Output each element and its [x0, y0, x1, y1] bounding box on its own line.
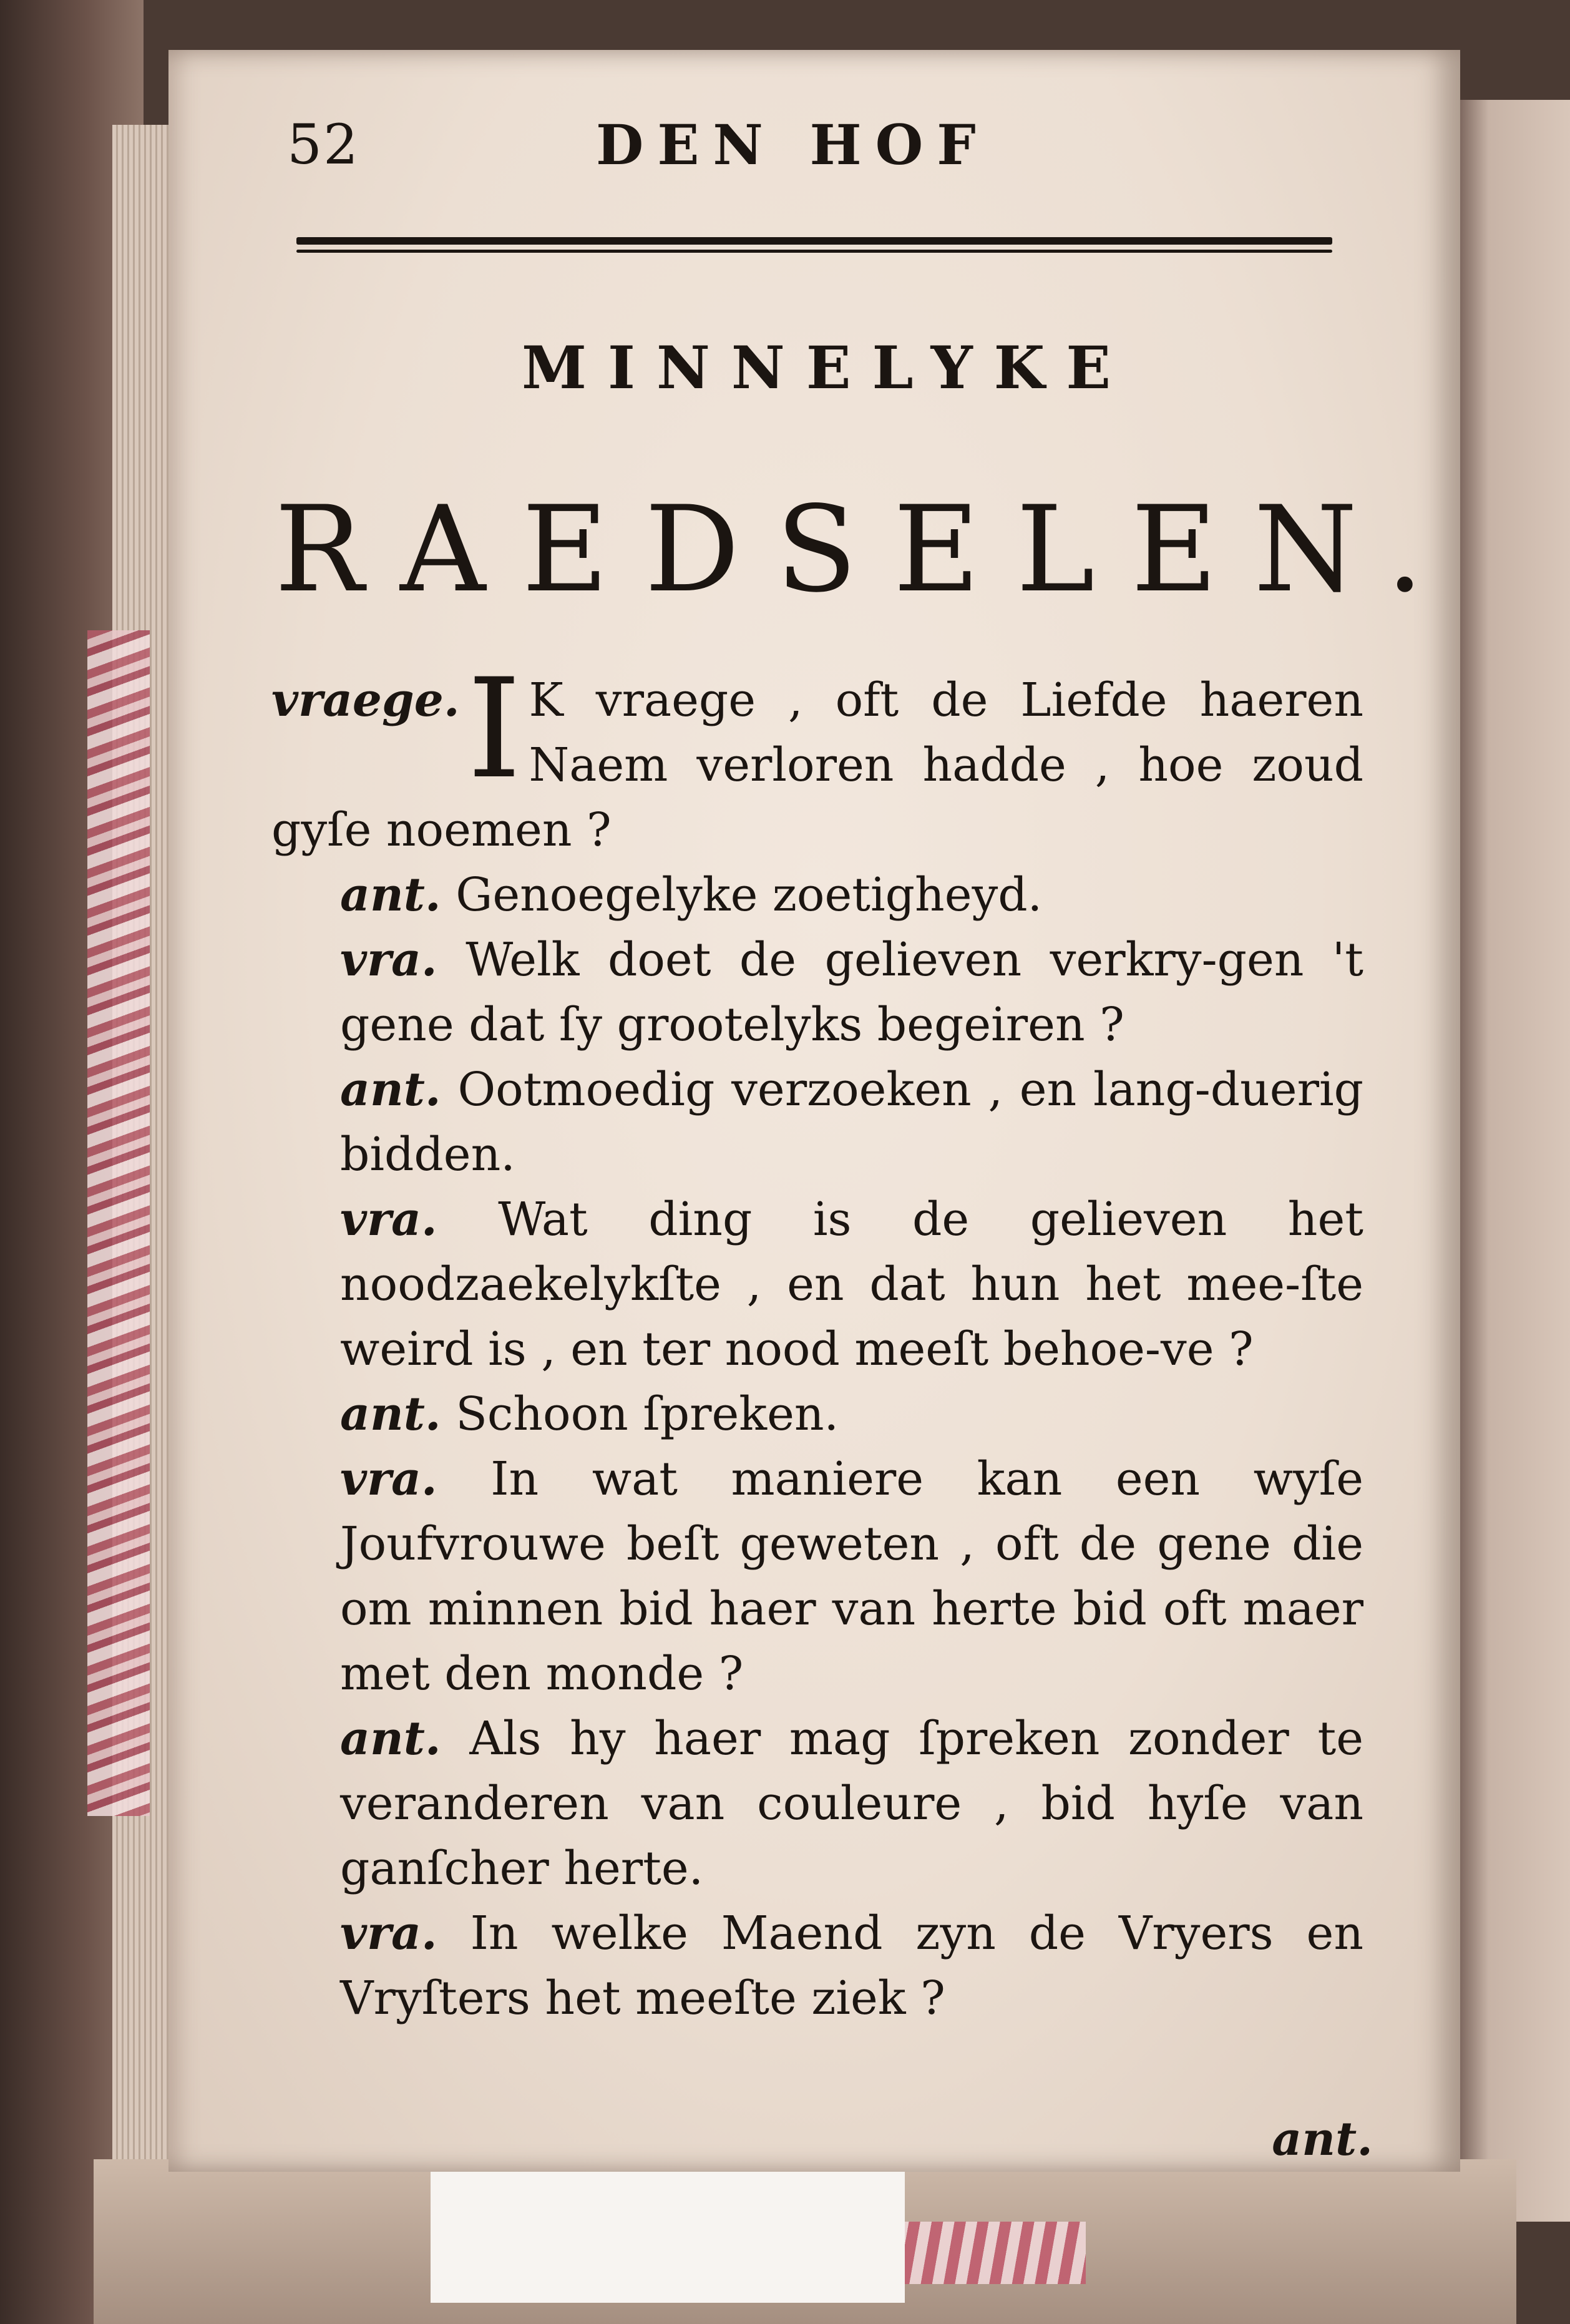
riddle-entry [271, 1447, 1363, 1706]
riddle-entry [271, 1057, 1363, 1187]
entry-text: K vraege , oft de Liefde haeren Naem verloren hadde , hoe zoud gyſe noemen ? [271, 673, 1363, 857]
riddle-entry [271, 1901, 1363, 2031]
riddle-entry [271, 862, 1363, 927]
facing-page-edge [1454, 100, 1570, 2222]
entry-label: ant. [340, 1712, 441, 1765]
entry-label: ant. [340, 1063, 441, 1116]
entry-text: In wat maniere kan een wyſe Joufvrouwe beſt geweten , oft de gene die om minnen bid haer van herte bid oft maer met den monde ? [340, 1452, 1363, 1701]
marbled-fore-edge [87, 630, 150, 1816]
riddle-entry [271, 649, 1363, 862]
entry-label: vra. [340, 1907, 437, 1960]
entry-text: Schoon ſpreken. [456, 1387, 839, 1441]
catchword: ant. [1272, 2112, 1373, 2166]
redaction-patch [431, 2159, 905, 2303]
book-page [168, 50, 1460, 2172]
entry-label: ant. [340, 1387, 441, 1441]
section-title-large: RAEDSELEN. [275, 481, 1460, 618]
entry-text: Welk doet de gelieven verkry-gen 't gene dat ſy grootelyks begeiren ? [340, 933, 1363, 1052]
page-header [287, 106, 1360, 200]
marbled-bottom-edge [886, 2222, 1086, 2284]
running-title: DEN HOF [596, 112, 990, 177]
entry-text: Als hy haer mag ſpreken zonder te veranderen van couleure , bid hyſe van ganſcher herte. [340, 1712, 1363, 1895]
riddle-entry [271, 1706, 1363, 1901]
entry-text: Ootmoedig verzoeken , en lang-duerig bidden. [340, 1063, 1363, 1181]
drop-cap: I [467, 649, 522, 809]
header-rule-thin [296, 250, 1332, 253]
entry-label: vra. [340, 1193, 437, 1246]
riddle-entry [271, 1187, 1363, 1382]
entry-text: Genoegelyke zoetigheyd. [456, 868, 1043, 922]
section-title-small: MINNELYKE [521, 334, 1133, 403]
entry-text: Wat ding is de gelieven het noodzaekelykſte , en dat hun het mee-ſte weird is , en ter nood meeſt behoe-ve ? [340, 1193, 1363, 1376]
page-number: 52 [287, 112, 359, 177]
entry-label: ant. [340, 868, 441, 922]
entry-label: vra. [340, 933, 437, 987]
entry-label: vraege. [271, 673, 460, 727]
entry-text: In welke Maend zyn de Vryers en Vryſters het meeſte ziek ? [340, 1907, 1363, 2025]
header-rule [296, 237, 1332, 245]
body-text [271, 649, 1363, 2031]
riddle-entry [271, 1382, 1363, 1447]
entry-label: vra. [340, 1452, 437, 1506]
riddle-entry [271, 927, 1363, 1057]
